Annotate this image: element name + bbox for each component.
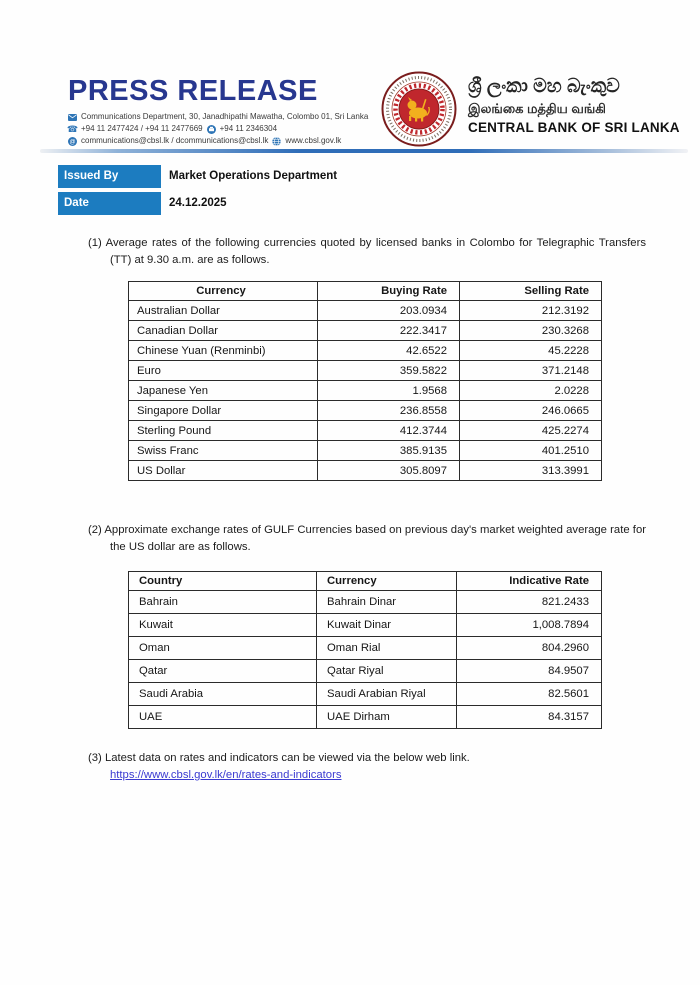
table-cell: Singapore Dollar <box>129 401 318 421</box>
table-cell: Qatar Riyal <box>317 660 457 683</box>
table-cell: 236.8558 <box>318 401 460 421</box>
table-cell: Chinese Yuan (Renminbi) <box>129 341 318 361</box>
column-header: Selling Rate <box>460 282 602 301</box>
table-cell: Euro <box>129 361 318 381</box>
table-cell: 222.3417 <box>318 321 460 341</box>
date-value: 24.12.2025 <box>169 197 227 209</box>
table-cell: 2.0228 <box>460 381 602 401</box>
envelope-icon <box>68 113 77 122</box>
table-row <box>129 401 602 421</box>
contact-address: Communications Department, 30, Janadhipathi Mawatha, Colombo 01, Sri Lanka <box>81 112 369 122</box>
table-cell: 371.2148 <box>460 361 602 381</box>
table-row <box>129 683 602 706</box>
table-cell: 45.2228 <box>460 341 602 361</box>
table-header-row <box>129 572 602 591</box>
column-header: Currency <box>129 282 318 301</box>
table-cell: 425.2274 <box>460 421 602 441</box>
contact-address-line <box>68 111 368 123</box>
rates-indicators-link[interactable]: https://www.cbsl.gov.lk/en/rates-and-indicators <box>110 769 342 781</box>
date-label: Date <box>58 192 161 215</box>
issued-by-label: Issued By <box>58 165 161 188</box>
bank-name-english: CENTRAL BANK OF SRI LANKA <box>468 120 680 135</box>
table-cell: 385.9135 <box>318 441 460 461</box>
table-cell: 359.5822 <box>318 361 460 381</box>
issued-by-row <box>58 165 337 188</box>
table-cell: Oman <box>129 637 317 660</box>
table-cell: 203.0934 <box>318 301 460 321</box>
bank-identity <box>381 71 680 147</box>
fax-icon <box>207 125 216 134</box>
table-cell: Kuwait Dinar <box>317 614 457 637</box>
gulf-rates-table-wrap <box>128 571 601 729</box>
contact-phone-line <box>68 123 368 135</box>
paragraph-tt-rates: (1) Average rates of the following currencies quoted by licensed banks in Colombo for Telegraphic Transfers (TT) at 9.30 a.m. are as follows. <box>88 237 646 266</box>
table-row <box>129 441 602 461</box>
column-header: Indicative Rate <box>457 572 602 591</box>
table-cell: Saudi Arabian Riyal <box>317 683 457 706</box>
table-cell: 1,008.7894 <box>457 614 602 637</box>
table-cell: Saudi Arabia <box>129 683 317 706</box>
table-cell: 82.5601 <box>457 683 602 706</box>
table-row <box>129 706 602 729</box>
table-cell: 246.0665 <box>460 401 602 421</box>
table-row <box>129 301 602 321</box>
table-cell: 821.2433 <box>457 591 602 614</box>
table-row <box>129 591 602 614</box>
table-cell: Qatar <box>129 660 317 683</box>
svg-text:@: @ <box>69 139 76 146</box>
column-header: Buying Rate <box>318 282 460 301</box>
table-row <box>129 660 602 683</box>
table-row <box>129 341 602 361</box>
table-cell: 305.8097 <box>318 461 460 481</box>
table-cell: Sterling Pound <box>129 421 318 441</box>
table-cell: Swiss Franc <box>129 441 318 461</box>
table-cell: Japanese Yen <box>129 381 318 401</box>
tt-rates-table-wrap <box>128 281 601 481</box>
paragraph-web-link <box>88 750 646 784</box>
header <box>68 76 368 147</box>
issued-by-value: Market Operations Department <box>169 170 338 182</box>
paragraph-web-link-text: (3) Latest data on rates and indicators can be viewed via the below web link. <box>88 752 470 764</box>
table-cell: UAE Dirham <box>317 706 457 729</box>
bank-name-sinhala: ශ්‍රී ලංකා මහ බැංකුව <box>468 76 620 97</box>
tt-rates-table <box>128 281 602 481</box>
page-title: PRESS RELEASE <box>68 75 318 107</box>
table-cell: Oman Rial <box>317 637 457 660</box>
contact-website: www.cbsl.gov.lk <box>285 136 342 146</box>
table-cell: Canadian Dollar <box>129 321 318 341</box>
table-cell: Bahrain Dinar <box>317 591 457 614</box>
contact-phones: +94 11 2477424 / +94 11 2477669 <box>81 124 203 134</box>
table-row <box>129 321 602 341</box>
table-cell: 313.3991 <box>460 461 602 481</box>
date-row <box>58 192 227 215</box>
table-header-row <box>129 282 602 301</box>
contact-block <box>68 111 368 147</box>
table-cell: 84.3157 <box>457 706 602 729</box>
phone-icon: ☎ <box>66 123 79 134</box>
table-cell: US Dollar <box>129 461 318 481</box>
table-row <box>129 637 602 660</box>
email-at-icon <box>68 137 77 146</box>
table-cell: 1.9568 <box>318 381 460 401</box>
bank-names <box>468 71 680 137</box>
table-cell: 212.3192 <box>460 301 602 321</box>
table-cell: Australian Dollar <box>129 301 318 321</box>
header-divider <box>40 149 688 153</box>
table-cell: UAE <box>129 706 317 729</box>
contact-fax: +94 11 2346304 <box>219 124 278 134</box>
contact-email-line <box>68 135 368 147</box>
table-cell: 84.9507 <box>457 660 602 683</box>
gulf-rates-table <box>128 571 602 729</box>
cbsl-seal-logo <box>381 71 457 147</box>
table-cell: 42.6522 <box>318 341 460 361</box>
table-cell: 412.3744 <box>318 421 460 441</box>
bank-name-tamil: இலங்கை மத்திய வங்கி <box>468 101 606 116</box>
table-cell: 804.2960 <box>457 637 602 660</box>
globe-icon <box>272 137 281 146</box>
table-cell: 230.3268 <box>460 321 602 341</box>
contact-emails: communications@cbsl.lk / dcommunications@cbsl.lk <box>81 136 269 146</box>
column-header: Currency <box>317 572 457 591</box>
table-cell: Bahrain <box>129 591 317 614</box>
table-cell: 401.2510 <box>460 441 602 461</box>
table-row <box>129 381 602 401</box>
table-row <box>129 461 602 481</box>
table-row <box>129 614 602 637</box>
column-header: Country <box>129 572 317 591</box>
table-row <box>129 361 602 381</box>
table-cell: Kuwait <box>129 614 317 637</box>
paragraph-gulf-rates: (2) Approximate exchange rates of GULF Currencies based on previous day's market weighted average rate for the US dollar are as follows. <box>88 524 646 553</box>
table-row <box>129 421 602 441</box>
